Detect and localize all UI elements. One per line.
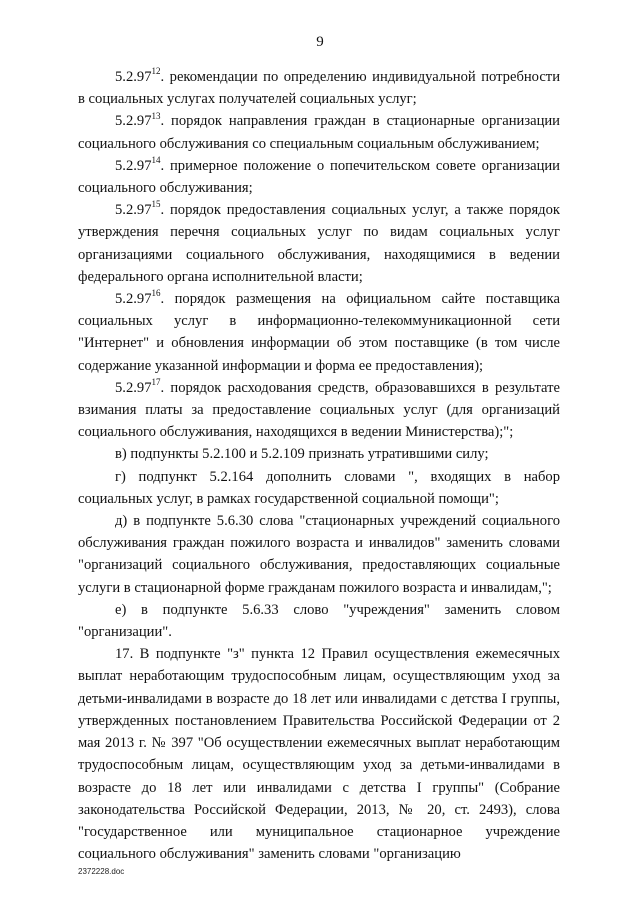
paragraph-v: в) подпункты 5.2.100 и 5.2.109 признать утратившими силу; xyxy=(115,446,489,463)
paragraph-5-2-97-17 xyxy=(78,377,560,444)
paragraph-text: . порядок расходования средств, образовавшихся в результате взимания платы за предоставление социальных услуг (для организаций социального обслуживания, находящихся в ведении Министерства);"; xyxy=(78,379,560,441)
paragraph-5-2-97-12 xyxy=(78,66,560,110)
paragraph-5-2-97-16 xyxy=(78,288,560,377)
item-number: 5.2.97 xyxy=(115,202,152,219)
paragraph-g: г) подпункт 5.2.164 дополнить словами ", входящих в набор социальных услуг, в рамках государственной социальной помощи"; xyxy=(78,468,560,507)
footer-filename: 2372228.doc xyxy=(78,867,125,876)
document-body xyxy=(78,66,560,865)
paragraph-d: д) в подпункте 5.6.30 слова "стационарных учреждений социального обслуживания граждан пожилого возраста и инвалидов" заменить словами "организаций социального обслуживания, предоставляющих социальные услуги в стационарной форме гражданам пожилого возраста и инвалидам,"; xyxy=(78,513,560,596)
paragraph-text: . примерное положение о попечительском совете организации социального обслуживания; xyxy=(78,157,560,197)
item-superscript: 13 xyxy=(151,110,161,121)
item-number: 5.2.97 xyxy=(115,379,152,396)
paragraph-5-2-97-13 xyxy=(78,110,560,154)
item-number: 5.2.97 xyxy=(115,291,152,308)
item-number: 5.2.97 xyxy=(115,69,152,85)
paragraph-text: . порядок предоставления социальных услуг, а также порядок утверждения перечня социальных услуг по видам социальных услуг организациями социального обслуживания, находящимися в ведении федерального органа исполнительной власти; xyxy=(78,202,560,285)
item-superscript: 16 xyxy=(151,288,161,299)
paragraph-e: е) в подпункте 5.6.33 слово "учреждения" заменить словом "организации". xyxy=(78,601,560,641)
paragraph-17: 17. В подпункте "з" пункта 12 Правил осуществления ежемесячных выплат неработающим трудоспособным лицам, осуществляющим уход за детьми-инвалидами в возрасте до 18 лет или инвалидами с детства I группы, утвержденных постановлением Правительства Российской Федерации от 2 мая 2013 г. № 397 "Об осуществлении ежемесячных выплат неработающим трудоспособным лицам, осуществляющим уход за детьми-инвалидами в возрасте до 18 лет или инвалидами с детства I группы" (Собрание законодательства Российской Федерации, 2013, № 20, ст. 2493), слова "государственное или муниципальное стационарное учреждение социального обслуживания" заменить словами "организацию xyxy=(78,646,560,863)
paragraph-5-2-97-14 xyxy=(78,155,560,199)
paragraph-text: . рекомендации по определению индивидуальной потребности в социальных услугах получателей социальных услуг; xyxy=(78,69,560,108)
item-number: 5.2.97 xyxy=(115,157,152,174)
item-number: 5.2.97 xyxy=(115,113,152,130)
item-superscript: 14 xyxy=(151,154,161,165)
paragraph-5-2-97-15 xyxy=(78,199,560,288)
page-number: 9 xyxy=(316,34,324,50)
paragraph-text: . порядок размещения на официальном сайте поставщика социальных услуг в информационно-телекоммуникационной сети "Интернет" и обновления информации об этом поставщике (в том числе содержание указанной информации и форма ее предоставления); xyxy=(78,291,560,374)
item-superscript: 17 xyxy=(151,376,161,387)
paragraph-text: . порядок направления граждан в стационарные организации социального обслуживания со специальным социальным обслуживанием; xyxy=(78,113,560,152)
item-superscript: 12 xyxy=(151,66,161,77)
item-superscript: 15 xyxy=(151,199,161,210)
